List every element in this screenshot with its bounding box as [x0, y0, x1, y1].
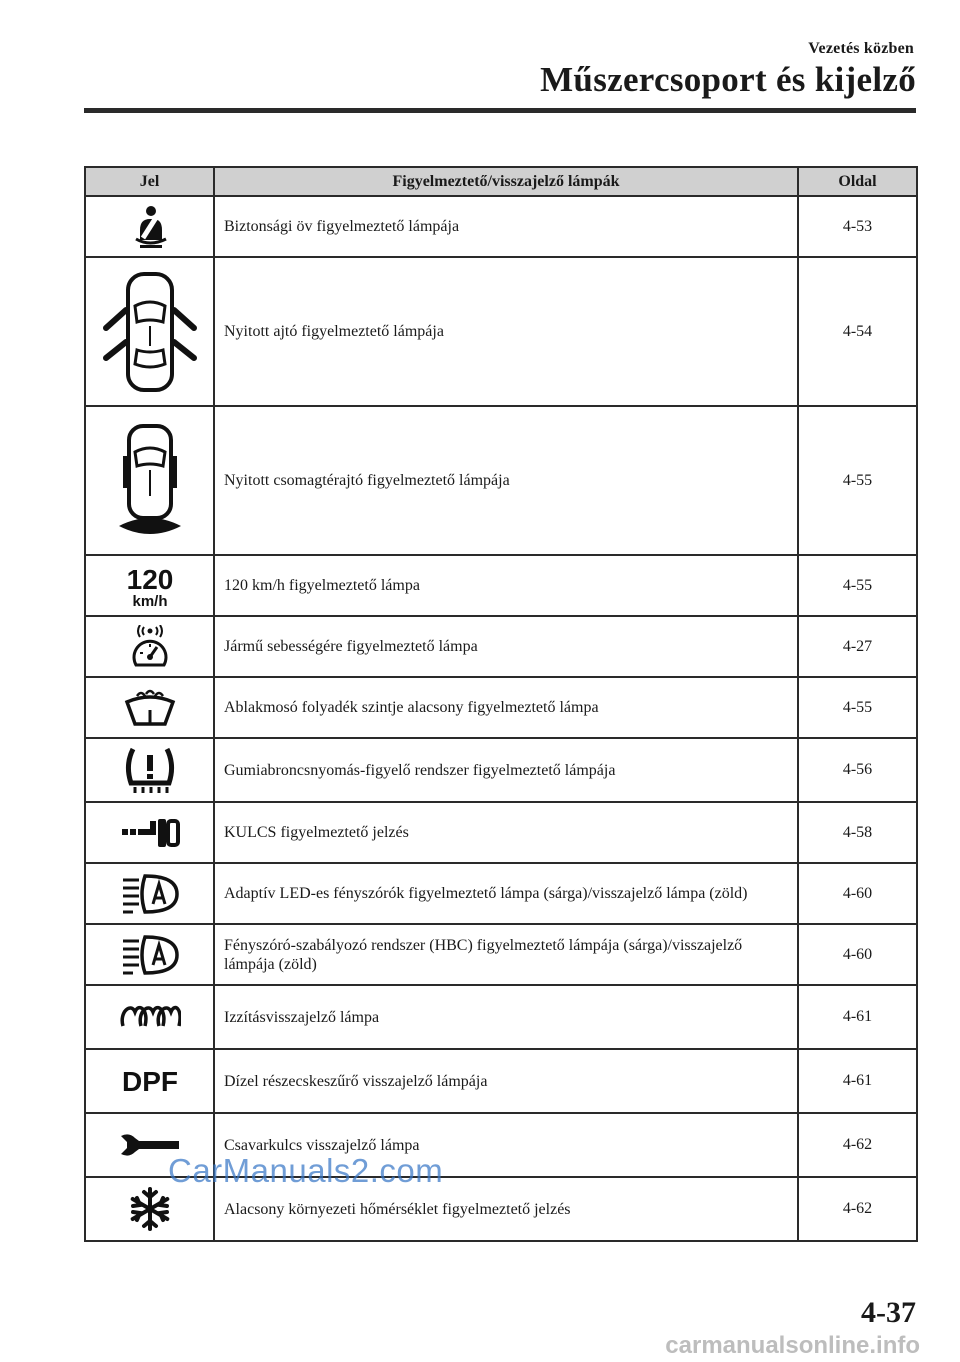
description-cell: Alacsony környezeti hőmérséklet figyelmeztető jelzés	[214, 1177, 798, 1241]
header-divider	[84, 108, 916, 113]
speed-120-icon	[122, 563, 178, 609]
symbol-cell	[85, 738, 214, 802]
description-cell: Adaptív LED-es fényszórók figyelmeztető lámpa (sárga)/visszajelző lámpa (zöld)	[214, 863, 798, 924]
speed-120-unit: km/h	[131, 592, 168, 609]
table-row	[85, 257, 917, 406]
description-cell: Ablakmosó folyadék szintje alacsony figyelmeztető lámpa	[214, 677, 798, 738]
symbol-cell	[85, 616, 214, 677]
page-ref-cell: 4-62	[798, 1113, 917, 1177]
warning-lights-table	[84, 166, 918, 1242]
table-row	[85, 677, 917, 738]
page-ref-cell: 4-55	[798, 555, 917, 616]
page-ref-cell: 4-60	[798, 924, 917, 985]
table-row	[85, 924, 917, 985]
page-ref-cell: 4-55	[798, 406, 917, 555]
dpf-icon	[117, 1065, 183, 1097]
symbol-cell	[85, 1049, 214, 1113]
page-title: Műszercsoport és kijelző	[540, 60, 916, 99]
description-cell: Csavarkulcs visszajelző lámpa	[214, 1113, 798, 1177]
table-row	[85, 196, 917, 257]
table-row	[85, 863, 917, 924]
column-header-lights: Figyelmeztető/visszajelző lámpák	[214, 167, 798, 196]
description-cell: Fényszóró-szabályozó rendszer (HBC) figyelmeztető lámpája (sárga)/visszajelző lámpája (zöld)	[214, 924, 798, 985]
hbc-icon	[121, 935, 179, 975]
description-cell: Biztonsági öv figyelmeztető lámpája	[214, 196, 798, 257]
table-row	[85, 616, 917, 677]
symbol-cell	[85, 406, 214, 555]
description-cell: 120 km/h figyelmeztető lámpa	[214, 555, 798, 616]
page-ref-cell: 4-61	[798, 1049, 917, 1113]
tire-pressure-icon	[121, 745, 179, 795]
description-cell: KULCS figyelmeztető jelzés	[214, 802, 798, 863]
page-ref-cell: 4-56	[798, 738, 917, 802]
door-open-icon	[102, 270, 198, 394]
symbol-cell	[85, 985, 214, 1049]
adaptive-led-icon	[121, 874, 179, 914]
page-ref-cell: 4-62	[798, 1177, 917, 1241]
description-cell: Nyitott ajtó figyelmeztető lámpája	[214, 257, 798, 406]
glow-plug-icon	[119, 1002, 181, 1032]
table-row	[85, 802, 917, 863]
symbol-cell	[85, 802, 214, 863]
trunk-open-icon	[115, 422, 185, 540]
page-ref-cell: 4-54	[798, 257, 917, 406]
description-cell: Dízel részecskeszűrő visszajelző lámpája	[214, 1049, 798, 1113]
source-url: carmanualsonline.info	[665, 1332, 920, 1359]
table-row	[85, 738, 917, 802]
table-row	[85, 406, 917, 555]
table-header-row	[85, 167, 917, 196]
page-ref-cell: 4-58	[798, 802, 917, 863]
symbol-cell	[85, 924, 214, 985]
column-header-page: Oldal	[798, 167, 917, 196]
seatbelt-icon	[130, 204, 170, 250]
description-cell: Nyitott csomagtérajtó figyelmeztető lámpája	[214, 406, 798, 555]
page-ref-cell: 4-55	[798, 677, 917, 738]
symbol-cell	[85, 677, 214, 738]
section-name: Vezetés közben	[808, 40, 914, 57]
description-cell: Jármű sebességére figyelmeztető lámpa	[214, 616, 798, 677]
washer-fluid-icon	[123, 688, 177, 728]
page-number: 4-37	[861, 1296, 916, 1329]
snowflake-icon	[128, 1187, 172, 1231]
column-header-symbol: Jel	[85, 167, 214, 196]
speed-warning-icon	[128, 625, 172, 669]
description-cell: Izzításvisszajelző lámpa	[214, 985, 798, 1049]
symbol-cell	[85, 257, 214, 406]
symbol-cell	[85, 555, 214, 616]
page-ref-cell: 4-60	[798, 863, 917, 924]
dpf-label: DPF	[121, 1066, 178, 1097]
page-ref-cell: 4-27	[798, 616, 917, 677]
description-cell: Gumiabroncsnyomás-figyelő rendszer figyelmeztető lámpája	[214, 738, 798, 802]
speed-120-number: 120	[126, 563, 173, 595]
symbol-cell	[85, 196, 214, 257]
page-ref-cell: 4-53	[798, 196, 917, 257]
symbol-cell	[85, 863, 214, 924]
table-row	[85, 1049, 917, 1113]
table-row	[85, 555, 917, 616]
table-row	[85, 985, 917, 1049]
watermark-text: CarManuals2.com	[168, 1152, 444, 1189]
key-icon	[120, 815, 180, 851]
page-ref-cell: 4-61	[798, 985, 917, 1049]
